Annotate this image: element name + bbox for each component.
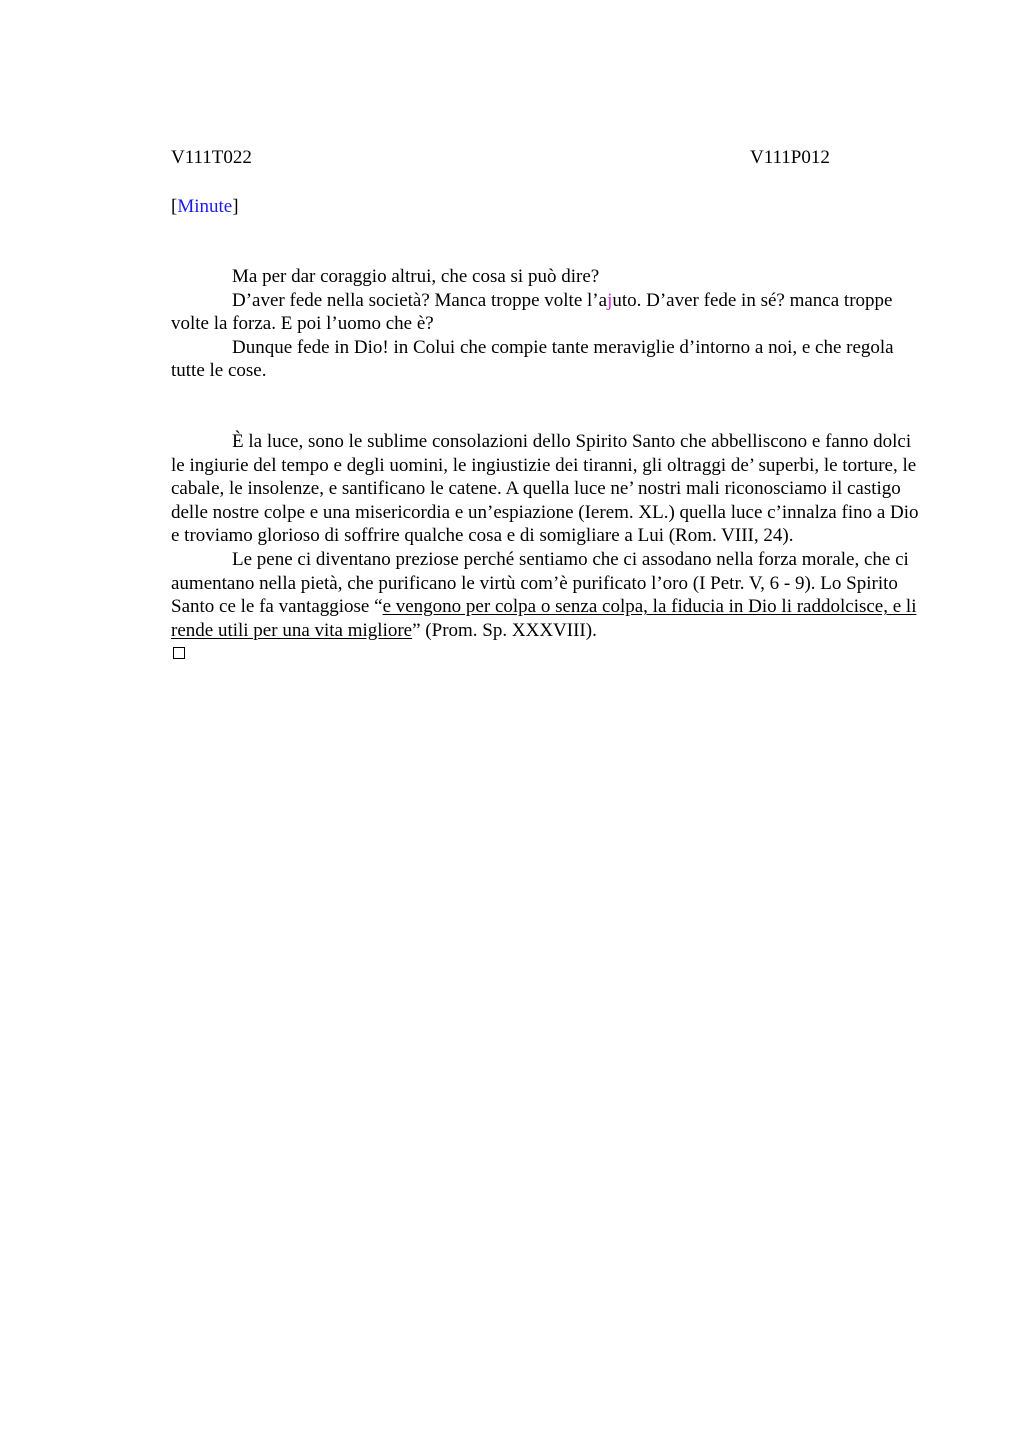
underlined-quotation: e vengono per colpa o senza colpa, la fiducia in Dio li raddolcisce, e li rende utili per una vita migliore: [171, 596, 917, 641]
paragraph-pene-text-start: Le pene ci diventano preziose perché sentiamo che ci assodano nella forza morale, che ci aumentano nella pietà, che purificano le virtù com’è purificato l’oro (I Petr. V, 6 - 9). Lo Spirito Santo ce le fa vantaggiose “: [171, 548, 909, 618]
paragraph-fede-societa: [171, 289, 925, 336]
minute-open-bracket: [: [171, 196, 178, 217]
minute-close-bracket: ]: [232, 196, 239, 217]
minute-link[interactable]: Minute: [177, 196, 233, 217]
paragraph-fede-societa-text-start: D’aver fede nella società? Manca troppe volte l’a: [232, 289, 608, 311]
paragraph-coraggio: Ma per dar coraggio altrui, che cosa si può dire?: [232, 266, 600, 287]
document-header: [171, 146, 925, 170]
paragraph-luce: È la luce, sono le sublime consolazioni dello Spirito Santo che abbelliscono e fanno dolci le ingiurie del tempo e degli uomini, le ingiustizie dei tiranni, gli oltraggi de’ superbi, le torture, le cabale, le insolenze, e santificano le catene. A quella luce ne’ nostri mali riconosciamo il castigo delle nostre colpe e una misericordia e un’espiazione (Ierem. XL.) quella luce c’innalza fino a Dio e troviamo glorioso di soffrire qualche cosa e di somigliare a Lui (Rom. VIII, 24).: [171, 430, 919, 547]
paragraph-fede-dio: Dunque fede in Dio! in Colui che compie tante meraviglie d’intorno a noi, e che regola tutte le cose.: [171, 336, 894, 382]
paragraph-pene-text-end: ” (Prom. Sp. XXXVIII).: [412, 619, 597, 641]
paragraph-fede-societa-text-end: uto. D’aver fede in sé? manca troppe volte la forza. E poi l’uomo che è?: [171, 289, 893, 335]
text-block-1: [171, 265, 925, 383]
square-outline-icon: [173, 647, 185, 659]
document-code-left: V111T022: [171, 147, 252, 168]
document-page: [171, 146, 925, 659]
highlighted-letter: j: [607, 289, 613, 311]
document-code-right: V111P012: [750, 147, 830, 168]
minute-heading: [171, 195, 925, 219]
paragraph-pene: [171, 548, 925, 642]
text-block-2: [171, 430, 925, 659]
